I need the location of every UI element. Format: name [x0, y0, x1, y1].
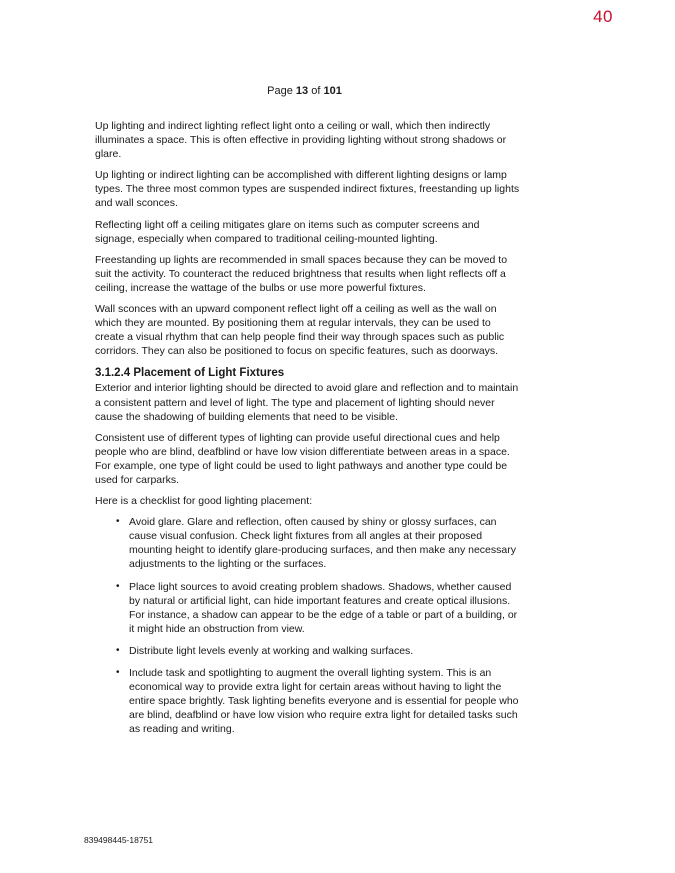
document-id: 839498445-18751	[84, 835, 154, 845]
list-item-text: Include task and spotlighting to augment the overall lighting system. This is an economical way to provide extra light for certain areas without having to light the entire space brightly. Task lighting benefits everyone and is essential for people who are blind, deafblind or have low vision who require extra light for detailed tasks such as reading and writing.	[129, 667, 519, 736]
paragraph: Freestanding up lights are recommended in small spaces because they can be moved to suit the activity. To counteract the reduced brightness that results when light reflects off a ceiling, increase the wattage of the bulbs or use more powerful fixtures.	[95, 253, 508, 294]
paragraph: Wall sconces with an upward component reflect light off a ceiling as well as the wall on which they are mounted. By positioning them at regular intervals, they can be used to create a visual rhythm that can help people find their way through spaces such as public corridors. They can also be positioned to focus on specific features, such as doorways.	[95, 303, 505, 358]
page-prefix: Page	[267, 85, 296, 97]
total-pages-number: 101	[323, 85, 342, 97]
paragraph: Consistent use of different types of lighting can provide useful directional cues and help people who are blind, deafblind or have low vision differentiate between areas in a space. For example, one type of light could be used to light pathways and another type could be used for carparks.	[95, 431, 510, 486]
section-heading: 3.1.2.4 Placement of Light Fixtures	[95, 367, 285, 380]
paragraph: Reflecting light off a ceiling mitigates glare on items such as computer screens and signage, especially when compared to traditional ceiling-mounted lighting.	[95, 218, 480, 245]
paragraph: Up lighting or indirect lighting can be accomplished with different lighting designs or lamp types. The three most common types are suspended indirect fixtures, freestanding up lights and wall sconces.	[95, 169, 520, 210]
list-item	[95, 644, 520, 658]
corner-page-number: 40	[593, 7, 613, 26]
current-page-number: 13	[295, 85, 309, 97]
page-of-label: of	[308, 85, 324, 97]
list-item-text: Distribute light levels evenly at working and walking surfaces.	[129, 644, 414, 657]
list-item	[95, 515, 520, 571]
paragraph: Here is a checklist for good lighting placement:	[95, 495, 313, 508]
page-indicator	[0, 85, 609, 97]
bullet-icon: •	[116, 644, 120, 656]
paragraph: Up lighting and indirect lighting reflect light onto a ceiling or wall, which then indirectly illuminates a space. This is often effective in providing lighting without strong shadows or glare.	[95, 120, 507, 161]
lighting-checklist	[95, 515, 520, 736]
list-item-text: Place light sources to avoid creating problem shadows. Shadows, whether caused by natural or artificial light, can hide important features and create optical illusions. For instance, a shadow can appear to be the edge of a table or part of a building, or it might hide an obstruction from view.	[129, 580, 518, 635]
list-item	[95, 580, 520, 636]
bullet-icon: •	[116, 667, 120, 678]
paragraph: Exterior and interior lighting should be directed to avoid glare and reflection and to maintain a consistent pattern and level of light. The type and placement of lighting should never cause the shadowing of building elements that need to be visible.	[95, 382, 519, 423]
bullet-icon: •	[116, 580, 120, 592]
document-body	[95, 119, 520, 744]
bullet-icon: •	[116, 516, 120, 528]
list-item-text: Avoid glare. Glare and reflection, often caused by shiny or glossy surfaces, can cause visual confusion. Check light fixtures from all angles at their proposed mounting height to identify glare-producing surfaces, and then make any necessary adjustments to the lighting or the surfaces.	[129, 516, 516, 571]
list-item	[95, 666, 520, 736]
